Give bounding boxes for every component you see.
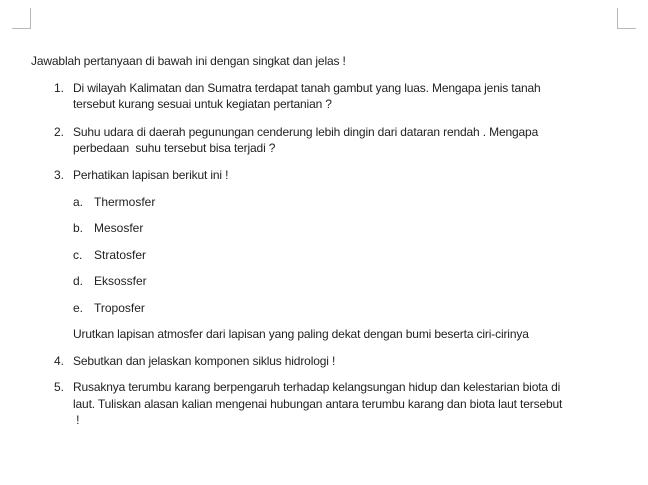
question-number: 4. <box>54 354 65 368</box>
question-number: 1. <box>54 81 65 95</box>
question-text-line: laut. Tuliskan alasan kalian mengenai hubungan antara terumbu karang dan biota laut tersebut <box>73 397 563 411</box>
question-text-line: ! <box>73 413 80 427</box>
question-text-line: perbedaan suhu tersebut bisa terjadi ? <box>73 141 276 155</box>
list-item-text: Mesosfer <box>94 221 144 235</box>
question-text-line: Di wilayah Kalimatan dan Sumatra terdapat tanah gambut yang luas. Mengapa jenis tanah <box>73 81 541 95</box>
list-item-letter: e. <box>73 301 84 315</box>
question-number: 3. <box>54 168 65 182</box>
question-text-line: Sebutkan dan jelaskan komponen siklus hidrologi ! <box>73 354 336 368</box>
intro-instruction: Jawablah pertanyaan di bawah ini dengan singkat dan jelas ! <box>31 54 346 68</box>
list-item-letter: c. <box>73 248 83 262</box>
list-item-text: Thermosfer <box>94 195 156 209</box>
question-text-line: Rusaknya terumbu karang berpengaruh terhadap kelangsungan hidup dan kelestarian biota di <box>73 380 561 394</box>
list-item-text: Stratosfer <box>94 248 147 262</box>
list-item-letter: a. <box>73 195 84 209</box>
question-instruction: Urutkan lapisan atmosfer dari lapisan yang paling dekat dengan bumi beserta ciri-cirinya <box>73 327 529 341</box>
question-text-line: tersebut kurang sesuai untuk kegiatan pertanian ? <box>73 97 332 111</box>
list-item-letter: d. <box>73 274 84 288</box>
question-number: 5. <box>54 380 65 394</box>
page-corner-mark-top-left <box>12 8 31 29</box>
list-item-text: Troposfer <box>94 301 145 315</box>
page-corner-mark-top-right <box>617 8 636 29</box>
list-item-text: Eksossfer <box>94 274 147 288</box>
question-text-line: Suhu udara di daerah pegunungan cenderung lebih dingin dari dataran rendah . Mengapa <box>73 125 539 139</box>
question-number: 2. <box>54 125 65 139</box>
list-item-letter: b. <box>73 221 84 235</box>
question-text-line: Perhatikan lapisan berikut ini ! <box>73 168 229 182</box>
